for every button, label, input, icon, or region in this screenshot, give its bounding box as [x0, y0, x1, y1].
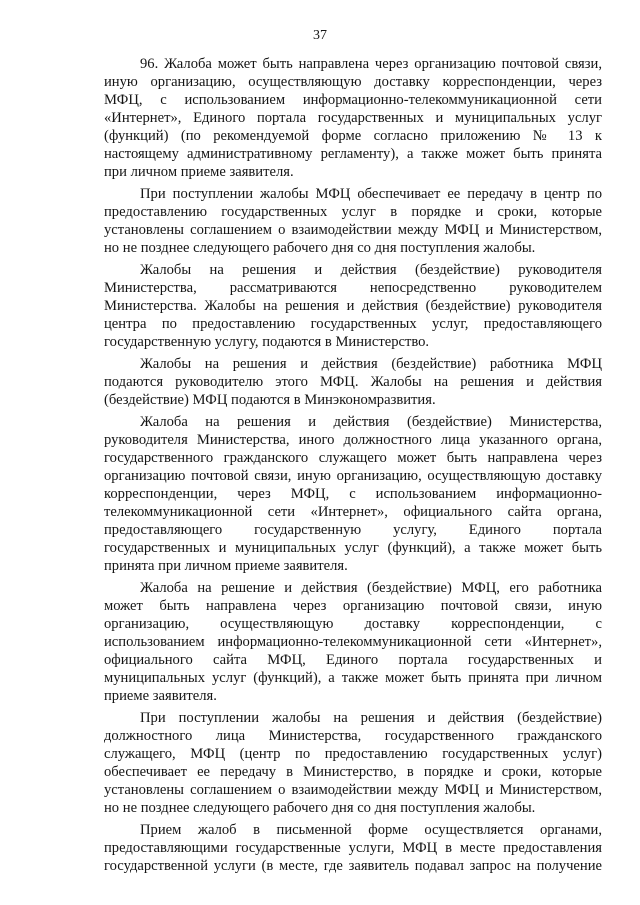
- paragraph-line: организацию, осуществляющую доставку корреспонденции, с: [104, 616, 602, 632]
- paragraph-line: предоставляющими государственные услуги, МФЦ в месте предоставления: [104, 840, 602, 856]
- paragraph-line: использованием информационно-телекоммуникационной сети «Интернет»,: [104, 634, 602, 650]
- paragraph-line: установлены соглашением о взаимодействии между МФЦ и Министерством,: [104, 222, 602, 238]
- paragraph-line: может быть направлена через организацию почтовой связи, иную: [104, 598, 602, 614]
- paragraph-line: Жалобы на решения и действия (бездействие) руководителя: [140, 262, 602, 278]
- paragraph-line: МФЦ, с использованием информационно-телекоммуникационной сети: [104, 92, 602, 108]
- paragraph-line: государственного гражданского служащего может быть направлена через: [104, 450, 602, 466]
- paragraph-line: 96. Жалоба может быть направлена через организацию почтовой связи,: [140, 56, 602, 72]
- paragraph-line: при личном приеме заявителя.: [104, 164, 294, 180]
- paragraph-line: При поступлении жалобы МФЦ обеспечивает ее передачу в центр по: [140, 186, 602, 202]
- paragraph-line: служащего, МФЦ (центр по предоставлению государственных услуг): [104, 746, 602, 762]
- paragraph-line: «Интернет», Единого портала государственных и муниципальных услуг: [104, 110, 602, 126]
- paragraph-line: приеме заявителя.: [104, 688, 217, 704]
- paragraph-line: должностного лица Министерства, государственного гражданского: [104, 728, 602, 744]
- paragraph-line: подаются руководителю этого МФЦ. Жалобы на решения и действия: [104, 374, 602, 390]
- paragraph-line: телекоммуникационной сети «Интернет», официального сайта органа,: [104, 504, 602, 520]
- paragraph-line: центра по предоставлению государственных услуг, предоставляющего: [104, 316, 602, 332]
- paragraph-line: предоставлению государственных услуг в порядке и сроки, которые: [104, 204, 602, 220]
- paragraph-line: государственной услуги (в месте, где заявитель подавал запрос на получение: [104, 858, 602, 874]
- paragraph-line: (бездействие) МФЦ подаются в Минэкономразвития.: [104, 392, 436, 408]
- paragraph-line: настоящему административному регламенту), а также может быть принята: [104, 146, 602, 162]
- paragraph-line: корреспонденции, через МФЦ, с использованием информационно-: [104, 486, 602, 502]
- paragraph-line: официального сайта МФЦ, Единого портала государственных и: [104, 652, 602, 668]
- paragraph-line: Жалоба на решения и действия (бездействие) Министерства,: [140, 414, 602, 430]
- paragraph-line: но не позднее следующего рабочего дня со дня поступления жалобы.: [104, 800, 536, 816]
- paragraph-line: При поступлении жалобы на решения и действия (бездействие): [140, 710, 602, 726]
- paragraph-line: государственных и муниципальных услуг (функций), а также может быть: [104, 540, 602, 556]
- paragraph-line: государственную услугу, подаются в Министерство.: [104, 334, 430, 350]
- paragraph-line: предоставляющего государственную услугу, Единого портала: [104, 522, 602, 538]
- page-number: 37: [313, 28, 327, 43]
- paragraph-line: иную организацию, осуществляющую доставку корреспонденции, через: [104, 74, 602, 90]
- paragraph-line: установлены соглашением о взаимодействии между МФЦ и Министерством,: [104, 782, 602, 798]
- paragraph-line: (функций) (по рекомендуемой форме согласно приложению № 13 к: [104, 128, 602, 144]
- paragraph-line: руководителя Министерства, иного должностного лица указанного органа,: [104, 432, 602, 448]
- paragraph-line: обеспечивает ее передачу в Министерство, в порядке и сроки, которые: [104, 764, 602, 780]
- paragraph-line: но не позднее следующего рабочего дня со дня поступления жалобы.: [104, 240, 536, 256]
- paragraph-line: Министерства, рассматриваются непосредственно руководителем: [104, 280, 602, 296]
- paragraph-line: Министерства. Жалобы на решения и действия (бездействие) руководителя: [104, 298, 602, 314]
- paragraph-line: Прием жалоб в письменной форме осуществляется органами,: [140, 822, 602, 838]
- paragraph-line: Жалобы на решения и действия (бездействие) работника МФЦ: [140, 356, 602, 372]
- paragraph-line: Жалоба на решение и действия (бездействие) МФЦ, его работника: [140, 580, 602, 596]
- paragraph-line: организацию почтовой связи, иную организацию, осуществляющую доставку: [104, 468, 602, 484]
- paragraph-line: принята при личном приеме заявителя.: [104, 558, 348, 574]
- paragraph-line: муниципальных услуг (функций), а также может быть принята при личном: [104, 670, 602, 686]
